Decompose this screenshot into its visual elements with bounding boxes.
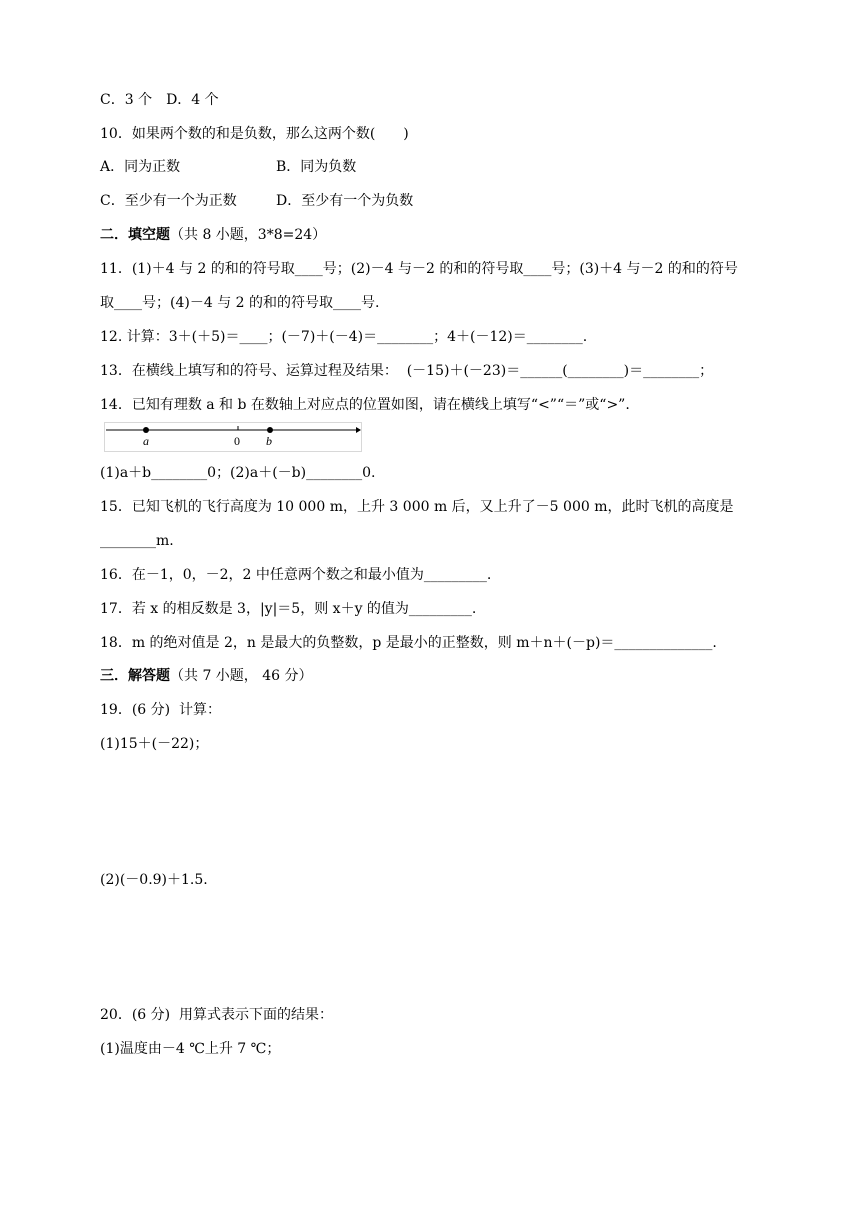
option-c: C．至少有一个为正数: [100, 193, 237, 209]
question-19-part-2: (2)(－0.9)＋1.5.: [100, 872, 208, 888]
question-15-line-1: 15．已知飞机的飞行高度为 10 000 m，上升 3 000 m 后，又上升了－5 000 m，此时飞机的高度是: [100, 499, 734, 515]
question-14-answers: (1)a＋b________0；(2)a＋(－b)________0.: [100, 465, 376, 481]
line-options-c-d: C．3 个 D．4 个: [100, 92, 219, 108]
point-a: [143, 427, 149, 433]
option-b: B．同为负数: [276, 159, 357, 175]
question-19-part-1: (1)15＋(－22)；: [100, 736, 209, 752]
option-d: D．至少有一个为负数: [276, 193, 414, 209]
point-b: [267, 427, 273, 433]
question-11-line-2: 取____号；(4)－4 与 2 的和的符号取____号.: [100, 295, 380, 311]
question-17: 17．若 x 的相反数是 3，|y|＝5，则 x＋y 的值为_________.: [100, 601, 477, 617]
section-2-header: [100, 225, 326, 245]
question-12: 12. 计算：3＋(＋5)＝____；(－7)＋(－4)＝________；4＋(－12)＝________.: [100, 329, 588, 345]
section-2-note: （共 8 小题，3*8=24）: [170, 227, 327, 243]
label-b: b: [266, 434, 272, 448]
section-3-header: [100, 666, 313, 686]
question-20: 20．(6 分) 用算式表示下面的结果：: [100, 1007, 333, 1023]
question-15-line-2: ________m.: [100, 533, 174, 549]
question-20-part-1: (1)温度由－4 ℃上升 7 ℃；: [100, 1041, 281, 1057]
question-14: 14．已知有理数 a 和 b 在数轴上对应点的位置如图，请在横线上填写“<”“＝”或“>”.: [100, 397, 630, 413]
label-a: a: [143, 434, 149, 448]
number-line-figure: [104, 422, 362, 452]
question-19: 19．(6 分) 计算：: [100, 702, 221, 718]
section-3-title: 三．解答题: [100, 668, 170, 684]
label-zero: 0: [234, 434, 240, 448]
question-18: 18．m 的绝对值是 2，n 是最大的负整数，p 是最小的正整数，则 m＋n＋(－p)＝______________.: [100, 635, 717, 651]
option-a: A．同为正数: [100, 159, 181, 175]
question-10: 10．如果两个数的和是负数，那么这两个数( ): [100, 126, 409, 142]
question-13: 13．在横线上填写和的符号、运算过程及结果： (－15)＋(－23)＝______(________)＝________；: [100, 363, 714, 379]
section-2-title: 二．填空题: [100, 227, 170, 243]
question-11-line-1: 11．(1)＋4 与 2 的和的符号取____号；(2)－4 与－2 的和的符号取____号；(3)＋4 与－2 的和的符号: [100, 261, 738, 277]
section-3-note: （共 7 小题， 46 分）: [170, 668, 313, 684]
number-line-arrow: [356, 427, 361, 433]
question-16: 16．在－1，0，－2，2 中任意两个数之和最小值为_________.: [100, 567, 492, 583]
